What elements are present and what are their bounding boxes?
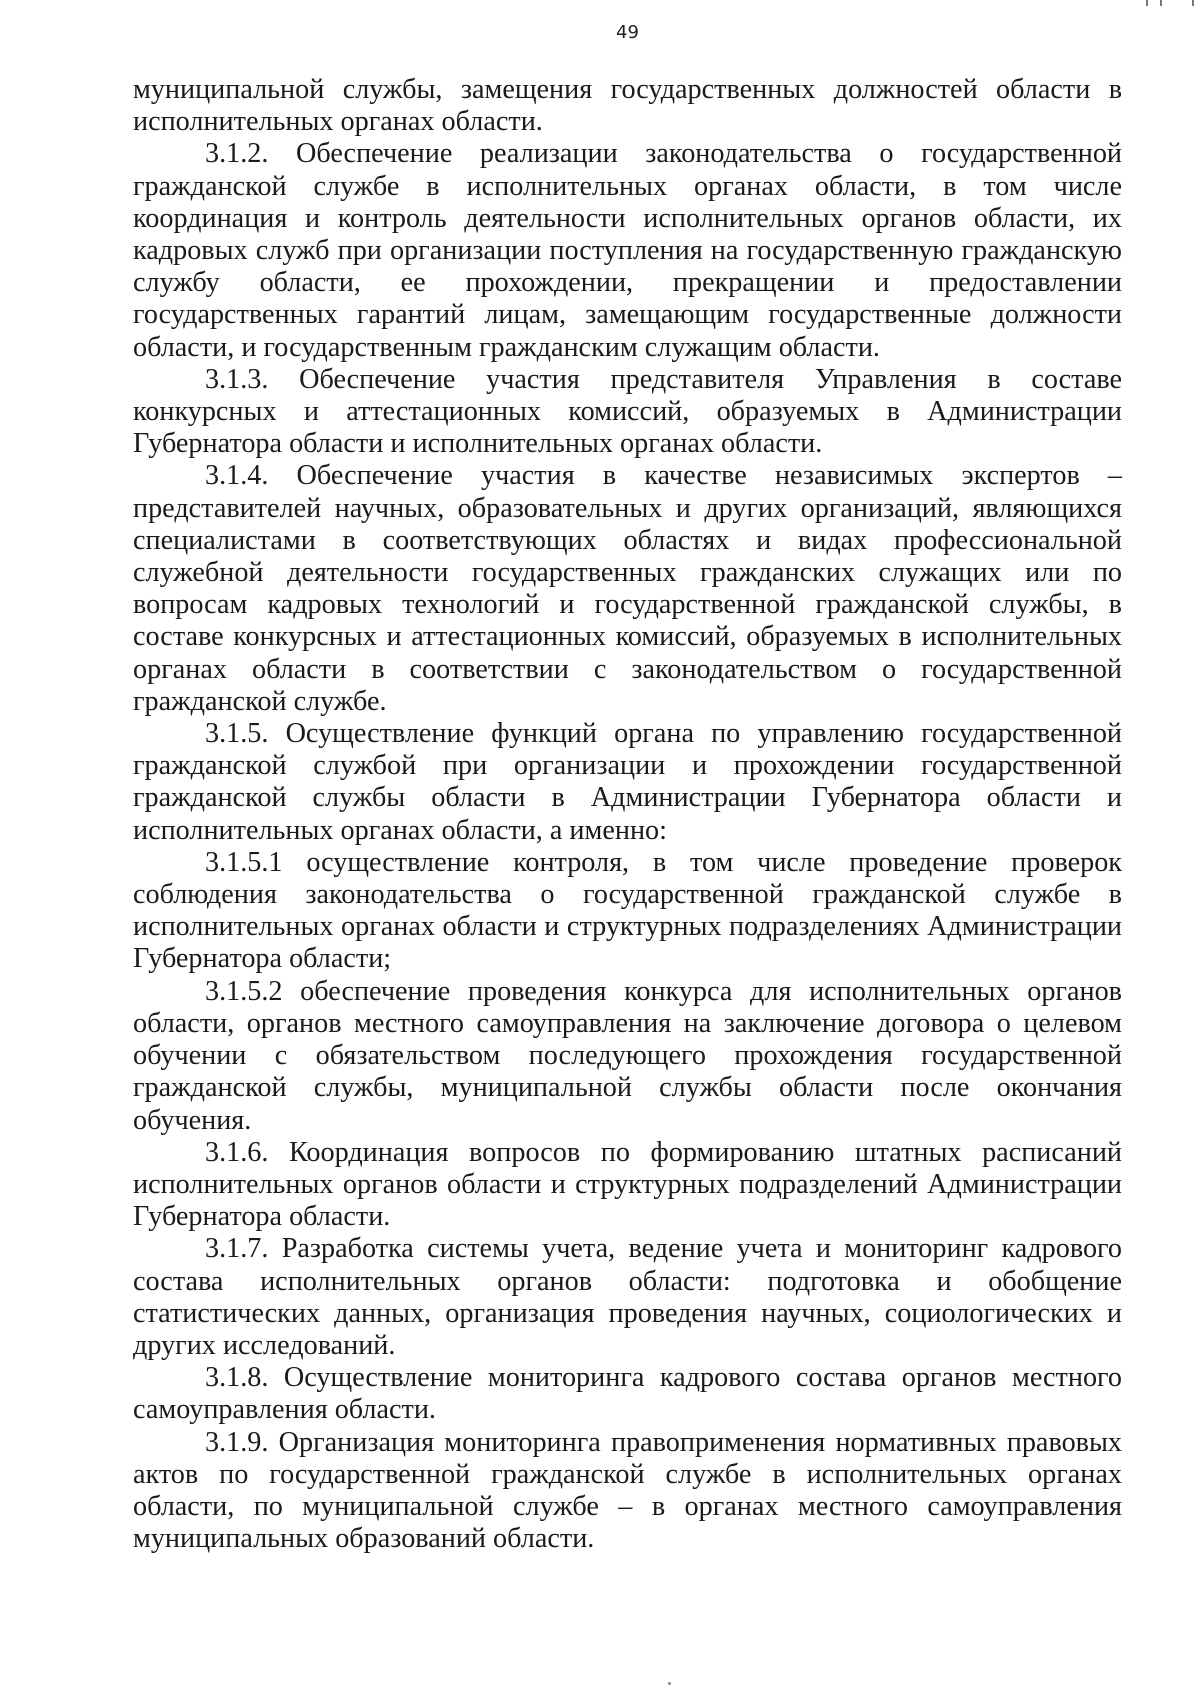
paragraph-3-1-5-2: 3.1.5.2 обеспечение проведения конкурса для исполнительных органов области, органов местного самоуправления на заключение договора о целевом обучении с обязательством последующего прохождения государственной гражданской службы, муниципальной службы области после окончания обучения. (133, 975, 1122, 1136)
scan-edge-marks (1110, 0, 1200, 10)
paragraph-3-1-9: 3.1.9. Организация мониторинга правоприменения нормативных правовых актов по государственной гражданской службе в исполнительных органах области, по муниципальной службе – в органах местного самоуправления муниципальных образований области. (133, 1426, 1122, 1555)
paragraph-3-1-8: 3.1.8. Осуществление мониторинга кадрового состава органов местного самоуправления области. (133, 1362, 1122, 1426)
paragraph-3-1-6: 3.1.6. Координация вопросов по формированию штатных расписаний исполнительных органов области и структурных подразделений Администрации Губернатора области. (133, 1136, 1122, 1233)
paragraph-3-1-5: 3.1.5. Осуществление функций органа по управлению государственной гражданской службой при организации и прохождении государственной гражданской службы области в Администрации Губернатора области и исполнительных органах области, а именно: (133, 718, 1122, 846)
document-body (133, 74, 1122, 1555)
paragraph-continuation: муниципальной службы, замещения государственных должностей области в исполнительных органах области. (133, 74, 1122, 138)
page-number: 49 (616, 22, 639, 43)
scan-speck (668, 1682, 671, 1685)
paragraph-3-1-4: 3.1.4. Обеспечение участия в качестве независимых экспертов – представителей научных, образовательных и других организаций, являющихся специалистами в соответствующих областях и видах профессиональной служебной деятельности государственных гражданских служащих или по вопросам кадровых технологий и государственной гражданской службы, в составе конкурсных и аттестационных комиссий, образуемых в исполнительных органах области в соответствии с законодательством о государственной гражданской службе. (133, 460, 1122, 717)
paragraph-3-1-7: 3.1.7. Разработка системы учета, ведение учета и мониторинг кадрового состава исполнительных органов области: подготовка и обобщение статистических данных, организация проведения научных, социологических и других исследований. (133, 1233, 1122, 1361)
paragraph-3-1-3: 3.1.3. Обеспечение участия представителя Управления в составе конкурсных и аттестационных комиссий, образуемых в Администрации Губернатора области и исполнительных органах области. (133, 363, 1122, 460)
paragraph-3-1-5-1: 3.1.5.1 осуществление контроля, в том числе проведение проверок соблюдения законодательства о государственной гражданской службе в исполнительных органах области и структурных подразделениях Администрации Губернатора области; (133, 846, 1122, 975)
paragraph-3-1-2: 3.1.2. Обеспечение реализации законодательства о государственной гражданской службе в исполнительных органах области, в том числе координация и контроль деятельности исполнительных органов области, их кадровых служб при организации поступления на государственную гражданскую службу области, ее прохождении, прекращении и предоставлении государственных гарантий лицам, замещающим государственные должности области, и государственным гражданским служащим области. (133, 138, 1122, 363)
